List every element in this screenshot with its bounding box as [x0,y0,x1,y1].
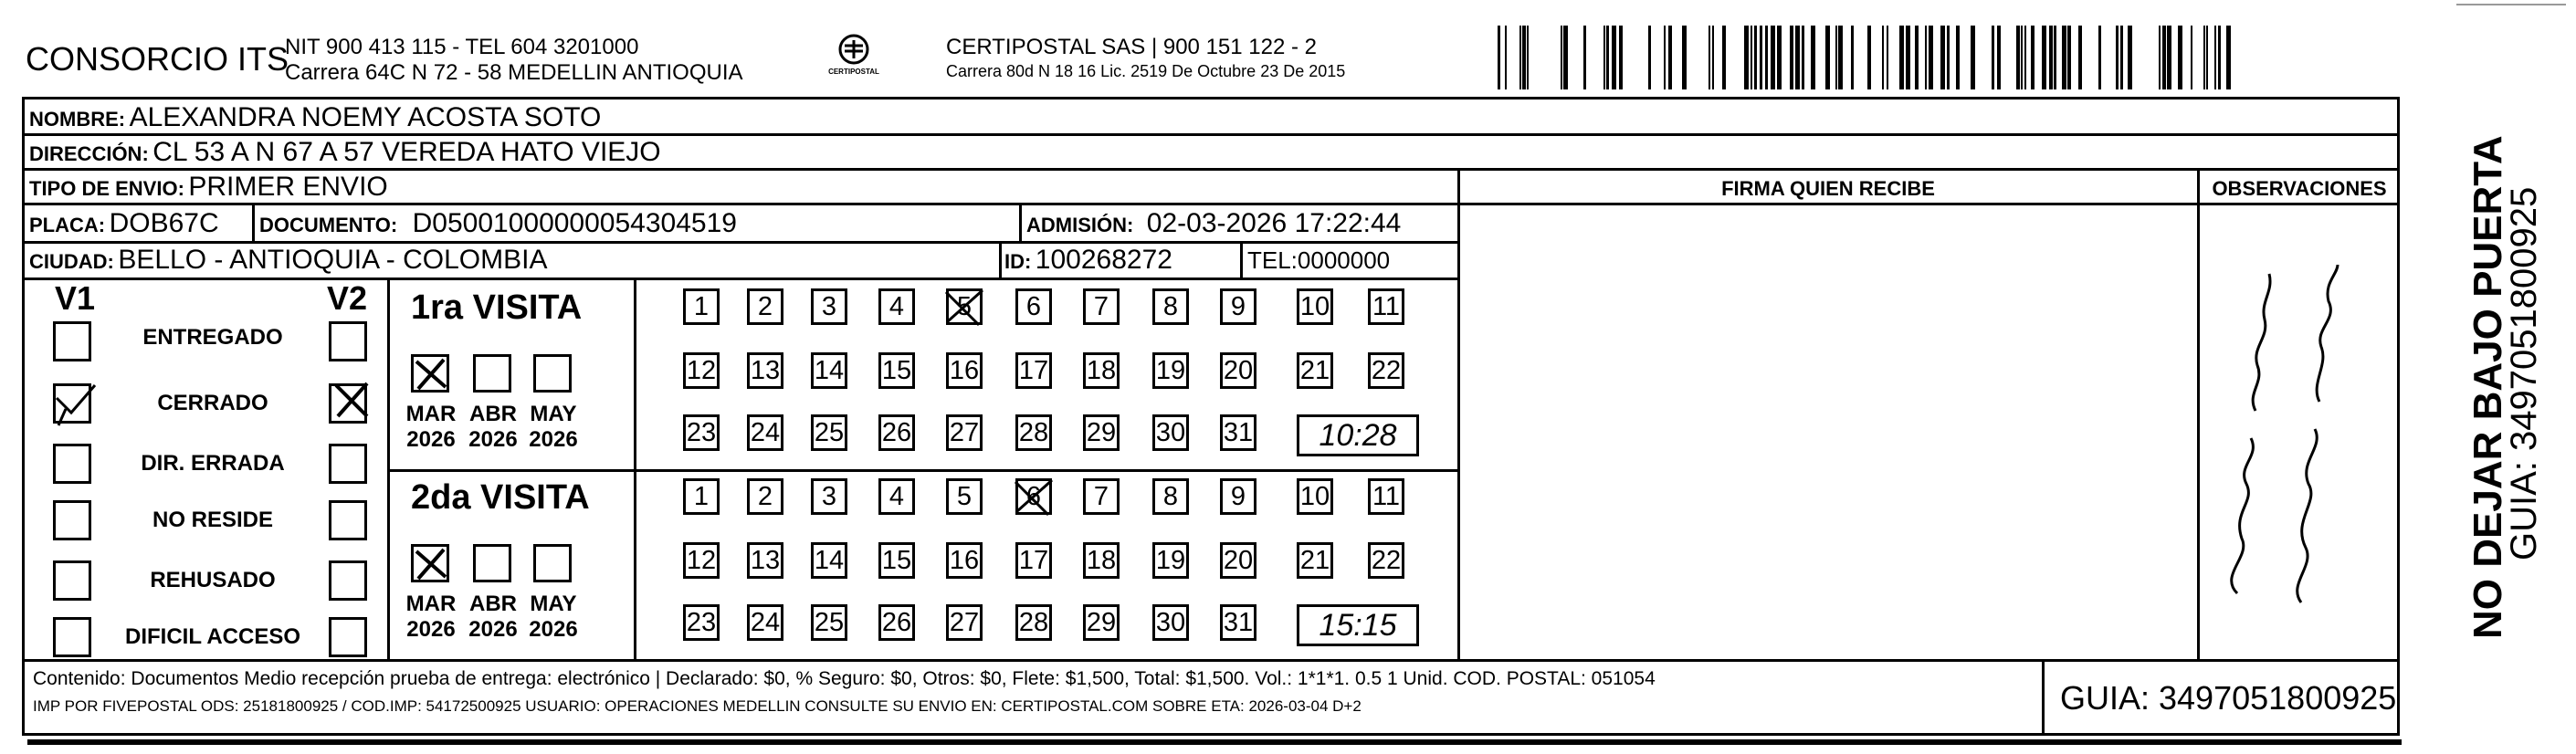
v1-label: V1 [55,279,96,317]
status-checkbox-v2[interactable] [329,500,367,540]
row-line [22,168,2400,171]
visit-divider [387,469,1457,472]
nombre-row [29,102,601,133]
side-warning: NO DEJAR BAJO PUERTA [2466,135,2510,639]
footer-guia: GUIA: 3497051800925 [2060,679,2397,717]
day-box[interactable]: 7 [1083,478,1120,515]
status-label: NO RESIDE [152,508,274,532]
year-label: 2026 [406,617,456,642]
day-box[interactable]: 17 [1015,542,1052,579]
day-box[interactable]: 15 [878,542,915,579]
month-label: ABR [469,592,517,616]
day-box[interactable]: 9 [1220,478,1256,515]
day-box[interactable]: 16 [946,542,983,579]
visits-col-line [634,278,636,659]
status-checkbox-v1[interactable] [53,560,91,601]
documento-value: D05001000000054304519 [412,208,737,238]
day-box[interactable]: 21 [1297,542,1333,579]
barcode [1498,26,2228,89]
carrier-info-line1: CERTIPOSTAL SAS | 900 151 122 - 2 [946,35,1317,59]
month-checkbox[interactable] [473,354,511,393]
day-box[interactable]: 26 [878,414,915,451]
day-box[interactable]: 18 [1083,352,1120,389]
side-guia: GUIA: 3497051800925 [2504,186,2544,560]
day-box[interactable]: 9 [1220,288,1256,325]
day-box[interactable]: 7 [1083,288,1120,325]
day-mark [1012,475,1057,520]
footer-line2: IMP POR FIVEPOSTAL ODS: 25181800925 / COD.IMP: 54172500925 USUARIO: OPERACIONES MEDELLIN CONSULTE SU ENVIO EN: CERTIPOSTAL.COM SOBRE ETA: 2026-03-04 D+2 [33,697,1362,715]
day-box[interactable]: 14 [811,542,847,579]
ciudad-label: CIUDAD: [29,250,114,273]
company-name: CONSORCIO ITS [26,40,289,78]
day-box[interactable]: 29 [1083,414,1120,451]
year-label: 2026 [406,427,456,452]
day-box[interactable]: 29 [1083,604,1120,641]
direccion-label: DIRECCIÓN: [29,142,149,165]
day-box[interactable]: 31 [1220,604,1256,641]
day-box[interactable]: 13 [747,352,783,389]
day-box[interactable]: 27 [946,414,983,451]
logo-text: CERTIPOSTAL [828,68,879,76]
day-box[interactable]: 11 [1368,288,1404,325]
status-checkbox-v1[interactable] [53,321,91,361]
tipo-value: PRIMER ENVIO [188,172,388,202]
ciudad-row [29,245,547,276]
placa-value: DOB67C [109,208,219,238]
id-row [1004,245,1172,276]
day-box[interactable]: 6 [1015,478,1052,515]
month-checkbox[interactable] [473,544,511,582]
day-box[interactable]: 1 [683,478,720,515]
observaciones-header: OBSERVACIONES [2212,177,2387,200]
day-box[interactable]: 18 [1083,542,1120,579]
day-box[interactable]: 30 [1152,414,1189,451]
check-mark-v1-cerrado [53,382,99,427]
tel-label: TEL: [1247,246,1298,274]
bottom-shadow [27,739,2402,745]
year-label: 2026 [468,427,518,452]
month-label: MAR [405,592,457,616]
day-box[interactable]: 19 [1152,352,1189,389]
day-box[interactable]: 12 [683,352,720,389]
status-checkbox-v1[interactable] [53,500,91,540]
month-mark [411,354,451,394]
day-box[interactable]: 25 [811,414,847,451]
month-label: ABR [469,402,517,426]
day-box[interactable]: 3 [811,288,847,325]
visit-title: 1ra VISITA [411,288,583,327]
day-box[interactable]: 6 [1015,288,1052,325]
status-label: REHUSADO [150,568,276,592]
day-box[interactable]: 31 [1220,414,1256,451]
col-line [999,241,1002,278]
firma-header: FIRMA QUIEN RECIBE [1721,177,1935,200]
day-box[interactable]: 5 [946,478,983,515]
day-box[interactable]: 15 [878,352,915,389]
day-box[interactable]: 27 [946,604,983,641]
status-checkbox-v2[interactable] [329,560,367,601]
day-box[interactable]: 20 [1220,352,1256,389]
certipostal-logo-icon [822,31,886,86]
row-line [22,203,2400,205]
year-label: 2026 [468,617,518,642]
col-line [1019,203,1022,241]
carrier-info-line2: Carrera 80d N 18 16 Lic. 2519 De Octubre 23 De 2015 [946,62,1346,80]
day-box[interactable]: 8 [1152,478,1189,515]
month-label: MAR [405,402,457,426]
day-box[interactable]: 10 [1297,288,1333,325]
day-box[interactable]: 22 [1368,542,1404,579]
day-box[interactable]: 2 [747,288,783,325]
id-label: ID: [1004,250,1032,273]
status-checkbox-v2[interactable] [329,321,367,361]
day-box[interactable]: 24 [747,604,783,641]
day-box[interactable]: 20 [1220,542,1256,579]
x-mark-v2-cerrado [331,380,373,422]
status-checkbox-v1[interactable] [53,617,91,657]
day-box[interactable]: 14 [811,352,847,389]
status-checkbox-v2[interactable] [329,617,367,657]
documento-row [259,208,737,239]
status-label: CERRADO [157,391,268,415]
day-box[interactable]: 13 [747,542,783,579]
day-box[interactable]: 2 [747,478,783,515]
day-box[interactable]: 5 [946,288,983,325]
status-label: DIFICIL ACCESO [124,624,300,649]
tel-value: 0000000 [1297,246,1391,274]
footer-col-line [2042,659,2045,736]
time-box[interactable]: 15:15 [1297,604,1419,646]
day-box[interactable]: 11 [1368,478,1404,515]
day-box[interactable]: 22 [1368,352,1404,389]
month-label: MAY [530,592,577,616]
status-checkbox-v1[interactable] [53,444,91,484]
month-checkbox[interactable] [533,354,572,393]
visit-title: 2da VISITA [411,478,590,517]
day-box[interactable]: 21 [1297,352,1333,389]
day-box[interactable]: 19 [1152,542,1189,579]
status-label: ENTREGADO [142,325,283,350]
day-box[interactable]: 28 [1015,414,1052,451]
nombre-value: ALEXANDRA NOEMY ACOSTA SOTO [129,102,602,132]
time-box[interactable]: 10:28 [1297,414,1419,456]
direccion-row [29,137,661,168]
direccion-value: CL 53 A N 67 A 57 VEREDA HATO VIEJO [152,137,661,167]
day-box[interactable]: 23 [683,604,720,641]
day-box[interactable]: 8 [1152,288,1189,325]
month-checkbox[interactable] [533,544,572,582]
tipo-label: TIPO DE ENVIO: [29,177,184,200]
v2-label: V2 [327,279,368,317]
row-line [22,278,1459,280]
day-box[interactable]: 25 [811,604,847,641]
day-box[interactable]: 4 [878,478,915,515]
row-line [22,241,1459,244]
nombre-label: NOMBRE: [29,108,126,131]
day-mark [942,285,988,330]
day-box[interactable]: 23 [683,414,720,451]
admision-value: 02-03-2026 17:22:44 [1146,208,1402,238]
status-label: DIR. ERRADA [141,451,285,476]
year-label: 2026 [529,617,578,642]
col-line [1240,241,1243,278]
status-col-line [387,278,390,659]
day-box[interactable]: 28 [1015,604,1052,641]
company-info-line1: NIT 900 413 115 - TEL 604 3201000 [285,35,639,59]
placa-label: PLACA: [29,214,106,236]
year-label: 2026 [529,427,578,452]
firma-col-line [1457,168,1460,659]
company-info-line2: Carrera 64C N 72 - 58 MEDELLIN ANTIOQUIA [285,60,743,85]
placa-row [29,208,219,239]
documento-label: DOCUMENTO: [259,214,398,236]
footer-line1: Contenido: Documentos Medio recepción prueba de entrega: electrónico | Declarado: $0, % Seguro: $0, Otros: $0, Flete: $1,500, Total: $1,500. Vol.: 1*1*1. 0.5 1 Unid. COD. POSTAL: 051054 [33,668,1656,689]
obs-col-line [2197,168,2200,659]
admision-label: ADMISIÓN: [1026,214,1134,236]
day-box[interactable]: 17 [1015,352,1052,389]
handwriting-observaciones [2201,228,2402,612]
tipo-row [29,172,388,203]
day-box[interactable]: 24 [747,414,783,451]
day-box[interactable]: 26 [878,604,915,641]
day-box[interactable]: 16 [946,352,983,389]
id-value: 100268272 [1035,245,1172,275]
tel-row [1247,246,1390,275]
top-rule [2456,4,2566,5]
day-box[interactable]: 12 [683,542,720,579]
month-mark [411,544,451,584]
day-box[interactable]: 1 [683,288,720,325]
day-box[interactable]: 3 [811,478,847,515]
day-box[interactable]: 30 [1152,604,1189,641]
status-checkbox-v2[interactable] [329,444,367,484]
month-label: MAY [530,402,577,426]
day-box[interactable]: 10 [1297,478,1333,515]
day-box[interactable]: 4 [878,288,915,325]
admision-row [1026,208,1401,239]
row-line [22,133,2400,136]
ciudad-value: BELLO - ANTIOQUIA - COLOMBIA [118,245,548,275]
col-line [252,203,255,241]
